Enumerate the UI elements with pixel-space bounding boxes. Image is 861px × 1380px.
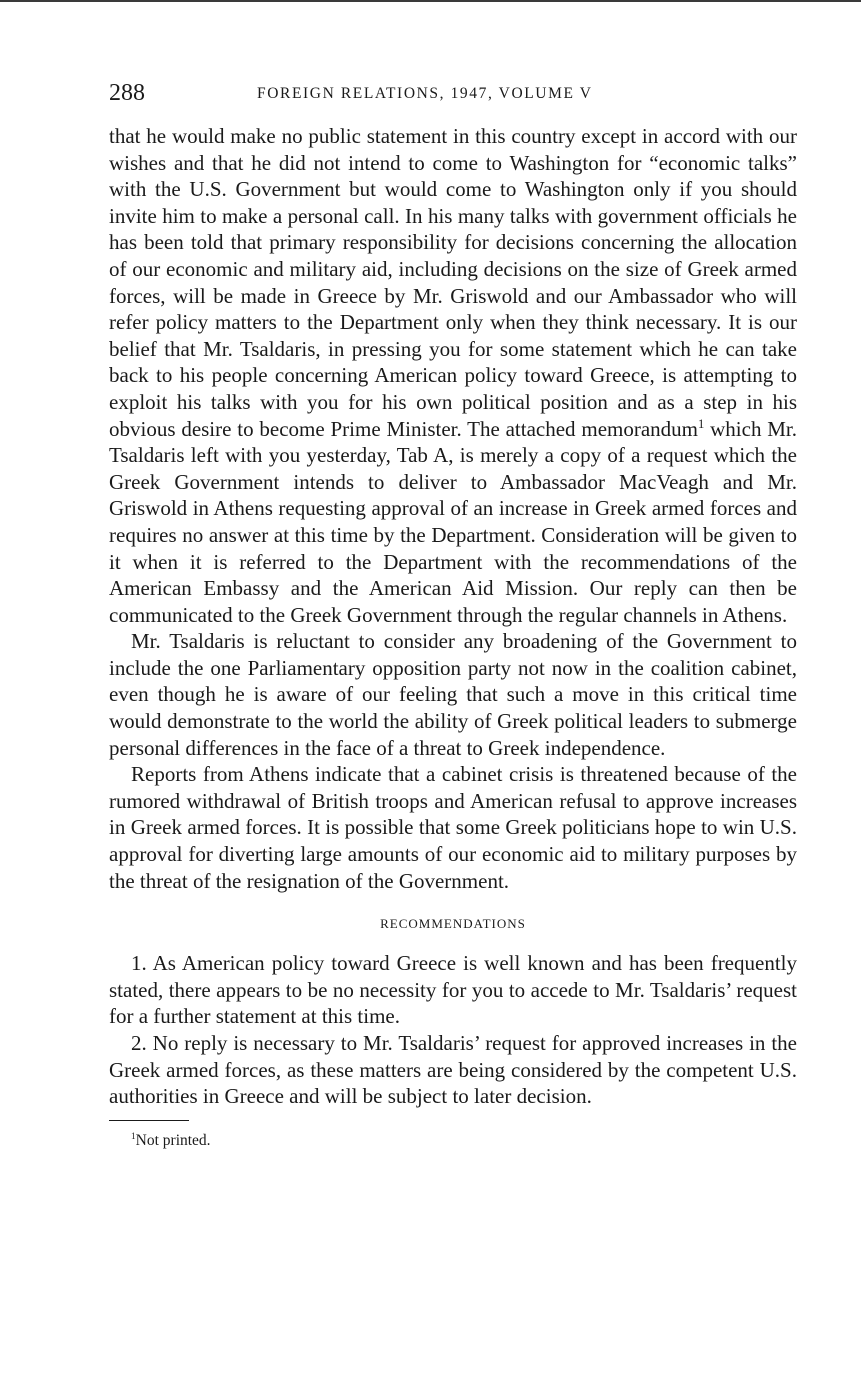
document-page	[109, 78, 797, 1151]
recommendation-item: 1. As American policy toward Greece is well known and has been frequently stated, there appears to be no necessity for you to accede to Mr. Tsaldaris’ request for a further statement at this time.	[109, 951, 797, 1029]
body-text	[109, 123, 797, 1110]
recommendation-item: 2. No reply is necessary to Mr. Tsaldaris’ request for approved increases in the Greek armed forces, as these matters are being considered by the competent U.S. authorities in Greece and will be subject to later decision.	[109, 1031, 797, 1109]
paragraph: Mr. Tsaldaris is reluctant to consider any broadening of the Government to include the one Parliamentary opposition party not now in the coalition cabinet, even though he is aware of our feeling that such a move in this critical time would demonstrate to the world the ability of Greek political leaders to submerge personal differences in the face of a threat to Greek independence.	[109, 629, 797, 760]
paragraph-continued	[109, 123, 797, 628]
footnote-marker: 1	[131, 1132, 136, 1143]
paragraph-text: that he would make no public statement in this country except in accord with our wishes and that he did not intend to come to Washington for “economic talks” with the U.S. Government but would come to Washington only if you should invite him to make a personal call. In his many talks with government officials he has been told that primary responsibility for decisions concerning the allocation of our economic and military aid, including decisions on the size of Greek armed forces, will be made in Greece by Mr. Griswold and our Ambassador who will refer policy matters to the Department only when they think necessary. It is our belief that Mr. Tsaldaris, in pressing you for some statement which he can take back to his people concerning American policy toward Greece, is attempting to exploit his talks with you for his own political position and as a step in his obvious desire to become Prime Minister. The attached memorandum	[109, 124, 797, 441]
paragraph-text: which Mr. Tsaldaris left with you yesterday, Tab A, is merely a copy of a request which the Greek Government intends to deliver to Ambassador MacVeagh and Mr. Griswold in Athens requesting approval of an increase in Greek armed forces and requires no answer at this time by the Department. Consideration will be given to it when it is referred to the Department with the recommendations of the American Embassy and the American Aid Mission. Our reply can then be communicated to the Greek Government through the regular channels in Athens.	[109, 416, 798, 627]
paragraph: Reports from Athens indicate that a cabinet crisis is threatened because of the rumored withdrawal of British troops and American refusal to approve increases in Greek armed forces. It is possible that some Greek politicians hope to win U.S. approval for diverting large amounts of our economic aid to military purposes by the threat of the resignation of the Government.	[109, 762, 797, 893]
footnote-divider	[109, 1120, 189, 1122]
running-head-title: FOREIGN RELATIONS, 1947, VOLUME V	[257, 85, 593, 102]
page-number: 288	[109, 80, 145, 106]
top-border-rule	[0, 0, 861, 2]
footnote-reference: 1	[698, 416, 705, 431]
running-head	[109, 78, 797, 108]
footnote	[131, 1131, 797, 1151]
recommendations-heading: RECOMMENDATIONS	[380, 916, 526, 932]
footnote-text: Not printed.	[135, 1132, 211, 1150]
